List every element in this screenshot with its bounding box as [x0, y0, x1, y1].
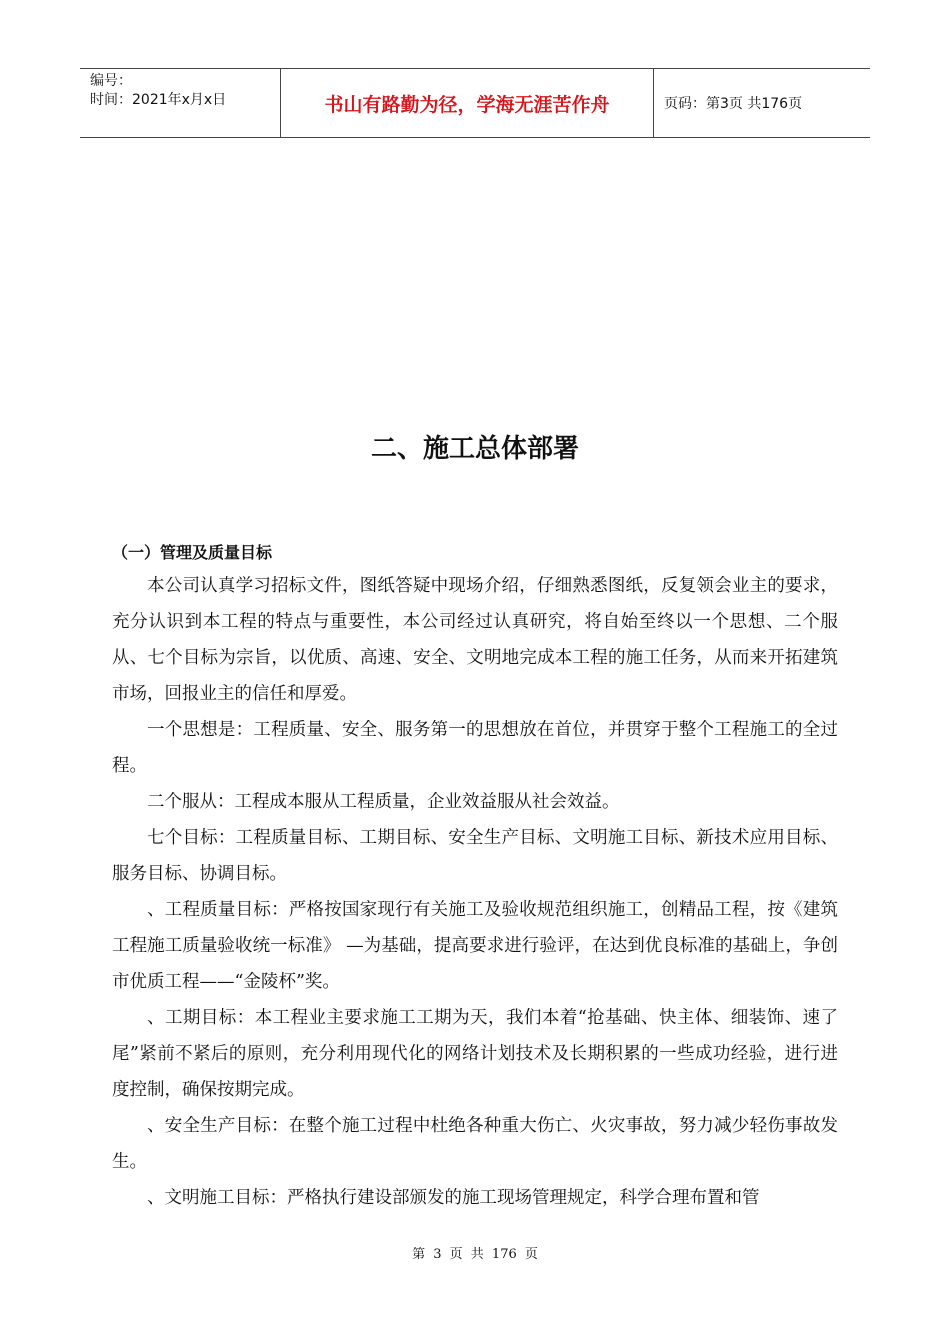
number-label: 编号： [90, 73, 132, 89]
section-heading: （一）管理及质量目标 [112, 543, 273, 562]
header-meta [80, 69, 281, 137]
page-footer: 第 3 页 共 176 页 [412, 1247, 538, 1262]
header-page-info: 页码：第3页 共176页 [664, 96, 803, 112]
page-header [80, 68, 870, 138]
paragraph: 七个目标：工程质量目标、工期目标、安全生产目标、文明施工目标、新技术应用目标、服务目标、协调目标。 [112, 828, 838, 884]
body-text [112, 568, 838, 1216]
header-motto: 书山有路勤为径，学海无涯苦作舟 [281, 69, 654, 137]
paragraph: 本公司认真学习招标文件，图纸答疑中现场介绍，仔细熟悉图纸，反复领会业主的要求，充分认识到本工程的特点与重要性，本公司经过认真研究，将自始至终以一个思想、二个服从、七个目标为宗旨，以优质、高速、安全、文明地完成本工程的施工任务，从而来开拓建筑市场，回报业主的信任和厚爱。 [112, 576, 838, 704]
paragraph: 二个服从：工程成本服从工程质量，企业效益服从社会效益。 [147, 792, 620, 812]
paragraph: 、工期目标：本工程业主要求施工工期为天，我们本着“抢基础、快主体、细装饰、速了尾”紧前不紧后的原则，充分利用现代化的网络计划技术及长期积累的一些成功经验，进行进度控制，确保按期完成。 [112, 1008, 838, 1100]
paragraph: 、工程质量目标：严格按国家现行有关施工及验收规范组织施工，创精品工程，按《建筑工程施工质量验收统一标准》 —为基础，提高要求进行验评，在达到优良标准的基础上，争创市优质工程——“金陵杯”奖。 [112, 900, 838, 992]
page-title: 二、施工总体部署 [370, 434, 579, 464]
paragraph: 、文明施工目标：严格执行建设部颁发的施工现场管理规定，科学合理布置和管 [147, 1188, 760, 1208]
paragraph: 一个思想是：工程质量、安全、服务第一的思想放在首位，并贯穿于整个工程施工的全过程。 [112, 720, 838, 776]
paragraph: 、安全生产目标：在整个施工过程中杜绝各种重大伤亡、火灾事故，努力减少轻伤事故发生。 [112, 1116, 838, 1172]
time-label: 时间：2021年x月x日 [90, 92, 227, 108]
